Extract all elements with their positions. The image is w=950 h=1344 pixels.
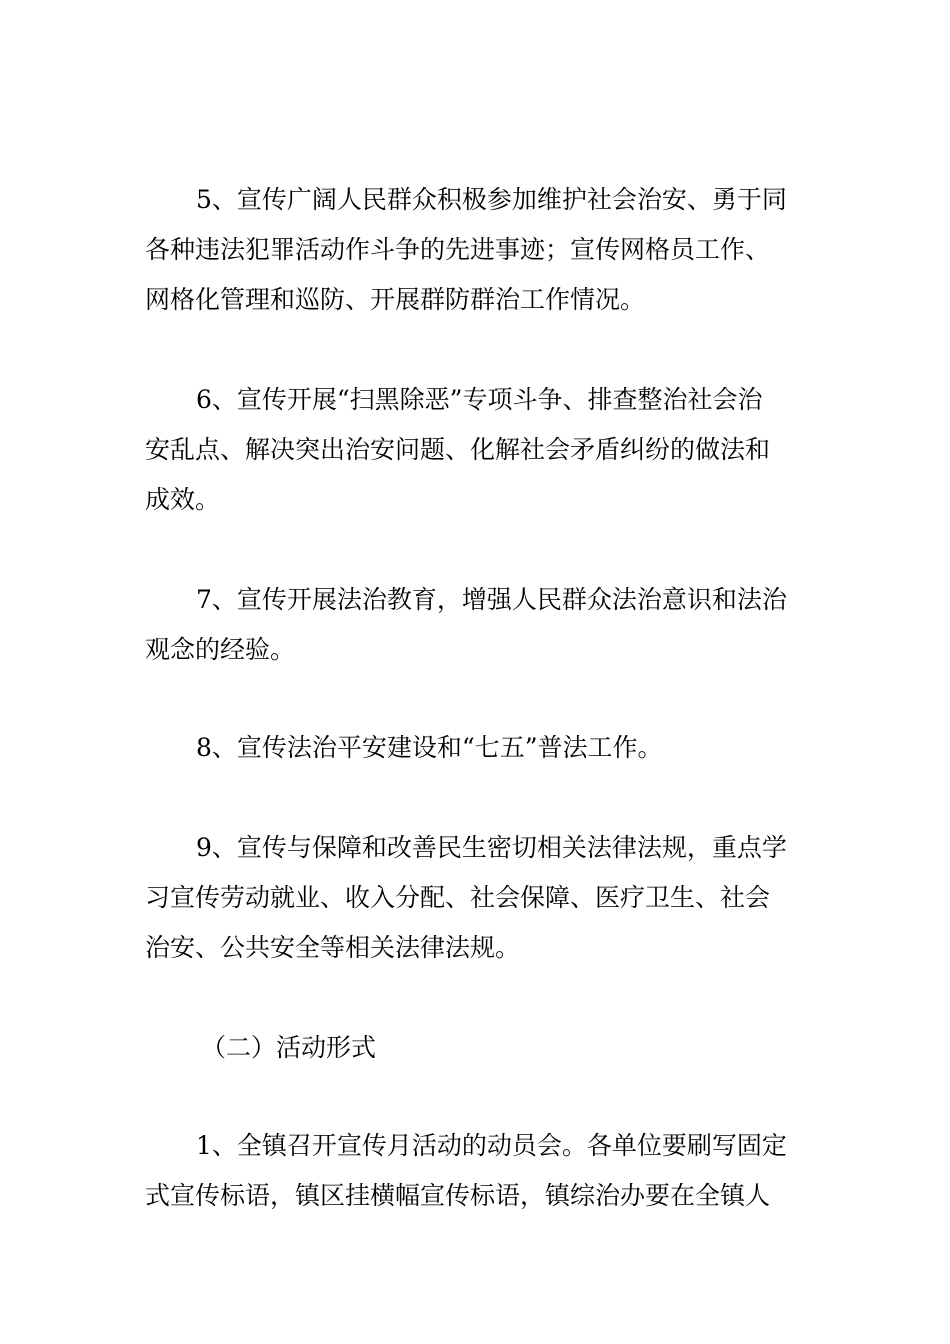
paragraph-line: 8、宣传法治平安建设和“七五”普法工作。 bbox=[196, 733, 663, 762]
paragraph-line: 治安、公共安全等相关法律法规。 bbox=[145, 933, 521, 962]
paragraph-line: 7、宣传开展法治教育，增强人民群众法治意识和法治 bbox=[196, 585, 787, 614]
paragraph-line: 习宣传劳动就业、收入分配、社会保障、医疗卫生、社会 bbox=[145, 883, 771, 912]
paragraph-line: 安乱点、解决突出治安问题、化解社会矛盾纠纷的做法和 bbox=[145, 435, 771, 464]
section-heading-text: （二）活动形式 bbox=[201, 1033, 377, 1062]
paragraph-line: 观念的经验。 bbox=[145, 635, 296, 664]
paragraph-line: 6、宣传开展“扫黑除恶”专项斗争、排查整治社会治 bbox=[196, 385, 763, 414]
paragraph-line: 各种违法犯罪活动作斗争的先进事迹；宣传网格员工作、 bbox=[145, 235, 771, 264]
paragraph-line: 成效。 bbox=[145, 485, 221, 514]
paragraph-line: 式宣传标语，镇区挂横幅宣传标语，镇综治办要在全镇人 bbox=[145, 1181, 771, 1210]
paragraph-line: 1、全镇召开宣传月活动的动员会。各单位要刷写固定 bbox=[196, 1131, 787, 1160]
paragraph-line: 5、宣传广阔人民群众积极参加维护社会治安、勇于同 bbox=[196, 185, 787, 214]
paragraph-line: 网格化管理和巡防、开展群防群治工作情况。 bbox=[145, 285, 646, 314]
paragraph-line: 9、宣传与保障和改善民生密切相关法律法规，重点学 bbox=[196, 833, 787, 862]
